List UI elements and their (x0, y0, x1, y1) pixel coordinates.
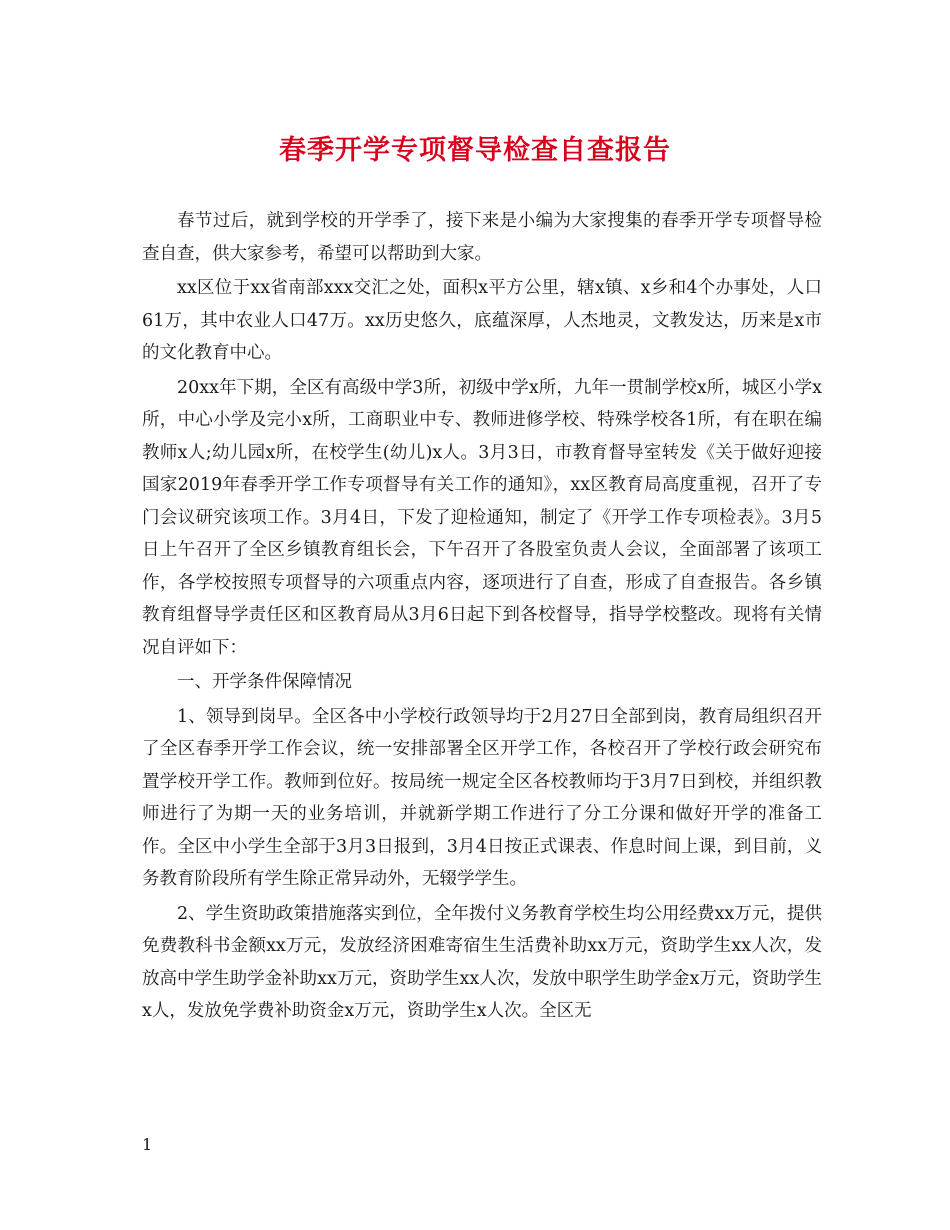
paragraph-district-overview: xx区位于xx省南部xxx交汇之处，面积x平方公里，辖x镇、x乡和4个办事处，人口61万，其中农业人口47万。xx历史悠久，底蕴深厚，人杰地灵，文教发达，历来是x市的文化教育中心。 (142, 278, 822, 363)
section-heading-conditions: 一、开学条件保障情况 (177, 672, 352, 692)
paragraph-student-aid: 2、学生资助政策措施落实到位，全年拨付义务教育学校生均公用经费xx万元，提供免费教科书金额xx万元，发放经济困难寄宿生生活费补助xx万元，资助学生xx人次，发放高中学生助学金补助xx万元，资助学生xx人次，发放中职学生助学金x万元，资助学生x人，发放免学费补助资金x万元，资助学生x人次。全区无 (142, 903, 822, 1021)
paragraph-leadership: 1、领导到岗早。全区各中小学校行政领导均于2月27日全部到岗，教育局组织召开了全区春季开学工作会议，统一安排部署全区开学工作，各校召开了学校行政会研究布置学校开学工作。教师到位好。按局统一规定全区各校教师均于3月7日到校，并组织教师进行了为期一天的业务培训，并就新学期工作进行了分工分课和做好开学的准备工作。全区中小学生全部于3月3日报到，3月4日按正式课表、作息时间上课，到目前，义务教育阶段所有学生除正常异动外，无辍学学生。 (142, 706, 822, 889)
paragraph-intro: 春节过后，就到学校的开学季了，接下来是小编为大家搜集的春季开学专项督导检查自查，供大家参考，希望可以帮助到大家。 (142, 211, 822, 264)
document-body (142, 205, 822, 1028)
document-title: 春季开学专项督导检查自查报告 (279, 135, 671, 166)
page-number: 1 (142, 1135, 153, 1154)
paragraph-school-stats: 20xx年下期，全区有高级中学3所，初级中学x所，九年一贯制学校x所，城区小学x所，中心小学及完小x所，工商职业中专、教师进修学校、特殊学校各1所，有在职在编教师x人;幼儿园x所，在校学生(幼儿)x人。3月3日，市教育督导室转发《关于做好迎接国家2019年春季开学工作专项督导有关工作的通知》，xx区教育局高度重视，召开了专门会议研究该项工作。3月4日，下发了迎检通知，制定了《开学工作专项检表》。3月5日上午召开了全区乡镇教育组长会，下午召开了各股室负责人会议，全面部署了该项工作，各学校按照专项督导的六项重点内容，逐项进行了自查，形成了自查报告。各乡镇教育组督导学责任区和区教育局从3月6日起下到各校督导，指导学校整改。现将有关情况自评如下： (142, 377, 822, 658)
